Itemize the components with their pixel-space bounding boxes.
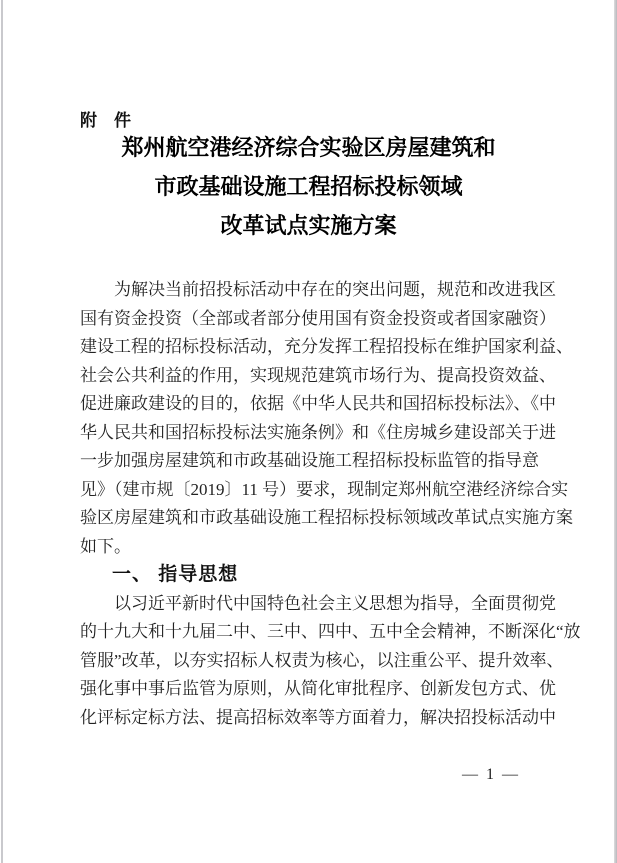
body-line: 建设工程的招标投标活动，充分发挥工程招投标在维护国家利益、 <box>80 337 573 356</box>
body-line: 以习近平新时代中国特色社会主义思想为指导，全面贯彻党 <box>114 593 556 613</box>
document-title <box>0 128 617 245</box>
body-line: 国有资金投资（全部或者部分使用国有资金投资或者国家融资） <box>80 308 556 328</box>
body-line: 促进廉政建设的目的，依据《中华人民共和国招标投标法》、《中 <box>80 394 556 413</box>
body-line: 的十九大和十九届二中、三中、四中、五中全会精神，不断深化“放 <box>80 622 581 641</box>
section-heading-guiding-ideology: 一、 指导思想 <box>112 564 239 585</box>
body-line: 管服”改革，以夯实招标人权责为核心，以注重公平、提升效率、 <box>80 650 564 670</box>
body-line: 华人民共和国招标投标法实施条例》和《住房城乡建设部关于进 <box>80 422 556 442</box>
document-body <box>80 276 581 732</box>
attachment-label: 附 件 <box>80 111 131 130</box>
title-line-3: 改革试点实施方案 <box>220 213 397 238</box>
body-line: 强化事中事后监管为原则，从简化审批程序、创新发包方式、优 <box>80 679 556 698</box>
title-line-1: 郑州航空港经济综合实验区房屋建筑和 <box>121 135 496 160</box>
body-line: 一步加强房屋建筑和市政基础设施工程招标投标监管的指导意 <box>80 451 539 470</box>
body-line: 为解决当前招投标活动中存在的突出问题，规范和改进我区 <box>114 280 556 299</box>
body-line: 社会公共利益的作用，实现规范建筑市场行为、提高投资效益、 <box>80 365 556 385</box>
body-line: 验区房屋建筑和市政基础设施工程招标投标领域改革试点实施方案 <box>80 508 573 527</box>
body-line: 如下。 <box>80 536 131 556</box>
body-line: 见》（建市规〔2019〕11 号）要求，现制定郑州航空港经济综合实 <box>80 479 569 499</box>
body-line: 化评标定标方法、提高招标效率等方面着力，解决招投标活动中 <box>80 707 556 727</box>
title-line-2: 市政基础设施工程招标投标领域 <box>154 174 463 199</box>
page-number: — 1 — <box>462 766 520 783</box>
